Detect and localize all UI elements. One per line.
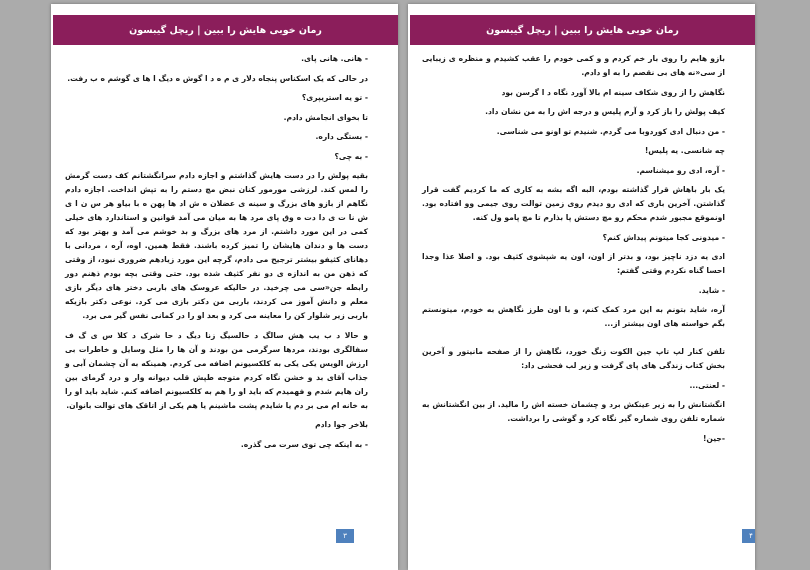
page-header	[53, 15, 398, 45]
paragraph: آره، شاید بتونم به این مرد کمک کنم، و با اون طرز نگاهش به خودم، میتونستم بگم خواسته های اون بیشتر از...	[422, 305, 725, 328]
paragraph: - آره، ادی رو میشناسم.	[636, 165, 725, 175]
paragraph: - لعنتی...	[689, 380, 725, 390]
paragraph: - به اینکه چی توی سرت می گذره.	[240, 439, 368, 449]
document-page-left	[51, 4, 398, 570]
paragraph: - بستگی داره.	[315, 132, 368, 141]
paragraph: در حالی که یک اسکناس پنجاه دلار ی م ه د ا گوش ه دیگ ا ها ی گوشم ه ب رفت.	[67, 73, 368, 83]
page-header	[410, 15, 755, 45]
header-title: رمان خوبی هایش را ببین | ریچل گیبسون	[129, 24, 322, 36]
paragraph: تا بخوای انجامش دادم.	[283, 112, 368, 122]
paragraph: کیف پولش را باز کرد و آرم پلیس و درجه اش را به من نشان داد.	[485, 107, 725, 116]
paragraph: انگشتانش را به زیر عینکش برد و چشمان خسته اش را مالید. از بین انگشتانش به شماره تلفن روی شماره گیر نگاه کرد و گوشی را برداشت.	[422, 400, 725, 423]
header-title: رمان خوبی هایش را ببین | ریچل گیبسون	[486, 24, 679, 36]
paragraph: نگاهش را از روی شکاف سینه ام بالا آورد نگاه د ا گرسن بود	[501, 87, 725, 97]
page-body	[65, 52, 368, 457]
page-number: ۴	[742, 529, 755, 543]
paragraph: و حالا د ب یب هش سالگ د حالسیگ زنا دیگ د حا شرک د کلا س ی گ ف سفالگری بودند، مردها سرگرمی من بودند و آن ها را مثل وسایل و خاطرات بی ارزش الویس یکی یکی به کلکسیونم اضافه می کردم. همینکه به آن چشمان آبی و جذاب آقای بد و خشن نگاه کردم متوجه طپش قلب دیوانه وار و درد گرمای بین ران هایم شدم و فهمیدم که باید او را هم به کلکسیونم اضافه کنم. شاید باید او را به خانه ام می بر دم یا شایدم پشت ماشینم یا هم یکی از اتاقک های توالت بانوان.	[65, 330, 368, 410]
paragraph: - تو یه استریپری؟	[301, 93, 368, 102]
page-number: ۳	[336, 529, 354, 543]
paragraph: بقیه پولش را در دست هایش گذاشتم و اجازه دادم سرانگشتانم کف دست گرمش را لمس کند. لرزشی مورمور کنان نبض مچ دستم را به تپش انداخت. اجازه دادم نگاهم از بازو های بزرگ و سینه ی عضلان ه ش اد ها پهن ه با بیاو هر س ن ا ی ش نا ت ی دا دت ه وق پای مرد ها به میان می آمد قوانین و استاندارد های خیلی کمی در این مورد داشتم. از مرد های بزرگ و بد خوشم می آمد و بهتر بود که دست ها و دندان هایشان را تمیز کرده باشند. فقط همین. اوه، آره ، مردانی با دهانای کثیفو بیشتر ترجیح می دادم، گرچه این مورد زیادهم ضروری نبود، از وقتی که ذهن من به اندازه ی دو نفر کثیف شده بود. حتی وقتی بچه بودم ذهنم دور رابطه جن«سی می چرخید. در حالیکه عروسک های باربی دختر های دیگر بازی معلم و دانش آموز می کردند، باربی من دکتر بازی می کرد. نوعی دکتر بازیکه باربی زیر شلوار کن را معاینه می کرد و بعد او را در کمانی نفس گیر می برد.	[65, 171, 368, 320]
paragraph: -جین!	[702, 433, 725, 443]
paragraph: - به چی؟	[334, 151, 368, 161]
paragraph: - من دنبال ادی کوردوبا می گردم. شنیدم تو اونو می شناسی.	[496, 126, 725, 136]
paragraph: بلاخر جوا دادم	[315, 420, 368, 429]
paragraph: بازو هایم را روی بار خم کردم و و کمی خودم را عقب کشیدم و منظره ی زیبایی از سی«نه های بی نقصم را به او دادم.	[422, 54, 725, 77]
paragraph: یک بار باهاش قرار گذاشته بودم، البه اگه بشه به کاری که ما کردیم گفت قرار گذاشتن. آخرین باری که ادی رو دیدم روی زمین توالت روی جیمی وو افتاده بود. اونموقع مجبور شدم محکم رو مچ دستش پا بذارم تا مچ پامو ول کنه.	[422, 185, 725, 222]
paragraph: - هانی. هانی پای.	[301, 54, 368, 63]
paragraph: تلفن کنار لپ تاپ جین الکوت زنگ خورد، نگاهش را از صفحه مانیتور و آخرین بخش کتاب زندگی های پای گرفت و زیر لب فحشی داد:	[422, 347, 725, 370]
paragraph: - میدونی کجا میتونم پیداش کنم؟	[602, 232, 725, 242]
paragraph: چه شانسی. یه پلیس!	[644, 146, 725, 155]
paragraph: ادی یه دزد ناچیز بود، و بدتر از اون، اون یه شپشوی کثیف بود. و اصلا عذا وجدا احسا گناه نکردم وقتی گفتم:	[422, 252, 725, 275]
document-page-right	[408, 4, 755, 570]
paragraph: - شاید.	[698, 285, 725, 295]
page-body	[422, 52, 725, 451]
